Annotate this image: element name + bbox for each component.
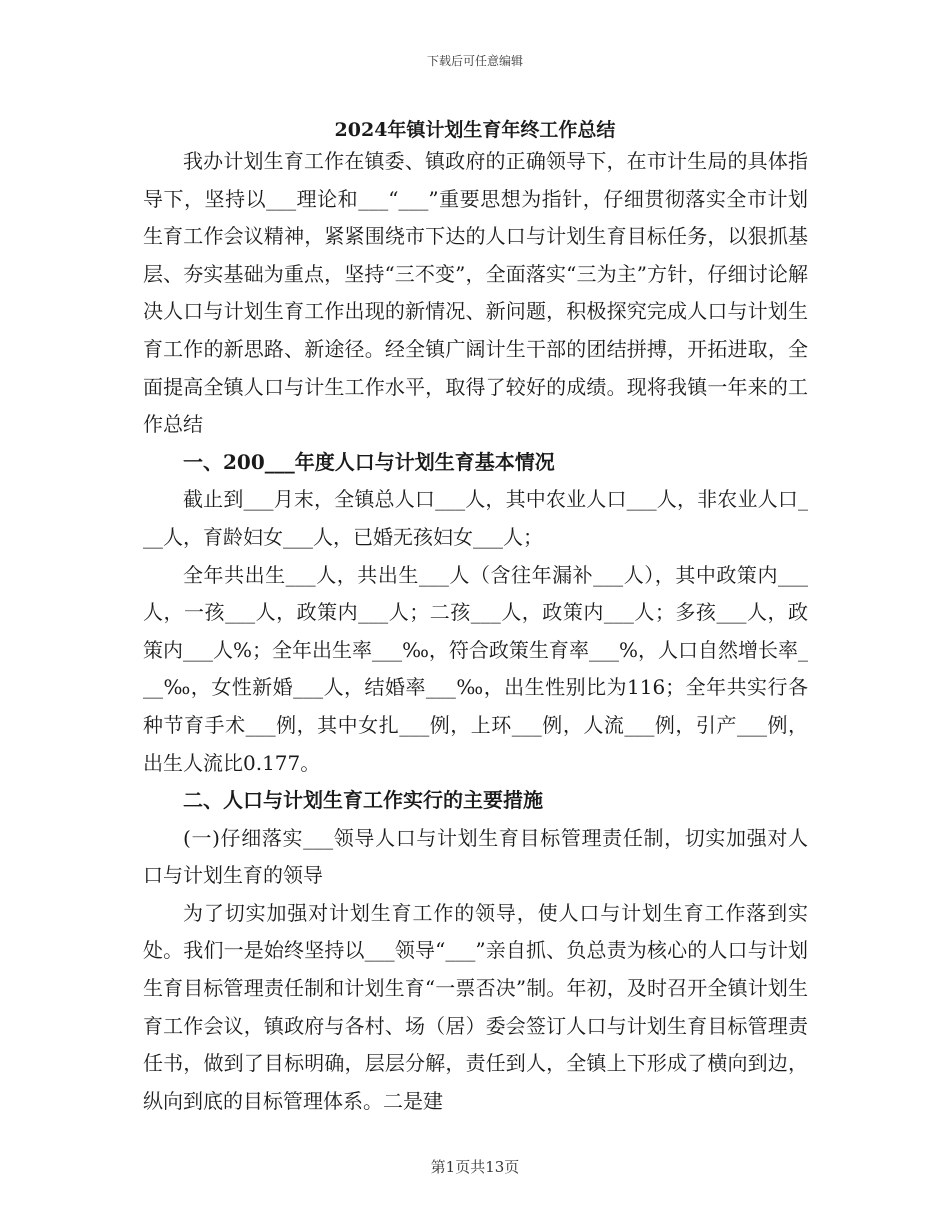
document-title: 2024年镇计划生育年终工作总结: [334, 119, 616, 141]
document-body: [143, 143, 808, 1120]
paragraph-births: 全年共出生___人，共出生___人（含往年漏补___人），其中政策内___人，一孩___人，政策内___人；二孩___人，政策内___人；多孩___人，政策内___人%；全年出生率___‰，符合政策生育率___%，人口自然增长率___‰，女性新婚___人，结婚率___‰，出生性别比为116；全年共实行各种节育手术___例，其中女扎___例，上环___例，人流___例，引产___例，出生人流比0.177。: [143, 562, 808, 775]
paragraph-subsection-1: (一)仔细落实___领导人口与计划生育目标管理责任制，切实加强对人口与计划生育的领导: [143, 825, 808, 888]
paragraph-population: 截止到___月末，全镇总人口___人，其中农业人口___人，非农业人口___人，育龄妇女___人，已婚无孩妇女___人；: [143, 487, 808, 549]
paragraph-measures: 为了切实加强对计划生育工作的领导，使人口与计划生育工作落到实处。我们一是始终坚持以___领导“___”亲自抓、负总责为核心的人口与计划生育目标管理责任制和计划生育“一票否决”制。年初，及时召开全镇计划生育工作会议，镇政府与各村、场（居）委会签订人口与计划生育目标管理责任书，做到了目标明确，层层分解，责任到人，全镇上下形成了横向到边，纵向到底的目标管理体系。二是建: [143, 900, 808, 1113]
section-heading-2: 二、人口与计划生育工作实行的主要措施: [183, 788, 543, 813]
section-heading-1: 一、200___年度人口与计划生育基本情况: [183, 449, 555, 474]
header-note: 下载后可任意编辑: [426, 54, 523, 68]
paragraph-intro: 我办计划生育工作在镇委、镇政府的正确领导下，在市计生局的具体指导下，坚持以___理论和___“___”重要思想为指针，仔细贯彻落实全市计划生育工作会议精神，紧紧围绕市下达的人口与计划生育目标任务，以狠抓基层、夯实基础为重点，坚持“三不变”，全面落实“三为主”方针，仔细讨论解决人口与计划生育工作出现的新情况、新问题，积极探究完成人口与计划生育工作的新思路、新途径。经全镇广阔计生干部的团结拼搏，开拓进取，全面提高全镇人口与计生工作水平，取得了较好的成绩。现将我镇一年来的工作总结: [143, 149, 808, 437]
page-number-footer: 第1页共13页: [430, 1158, 520, 1176]
